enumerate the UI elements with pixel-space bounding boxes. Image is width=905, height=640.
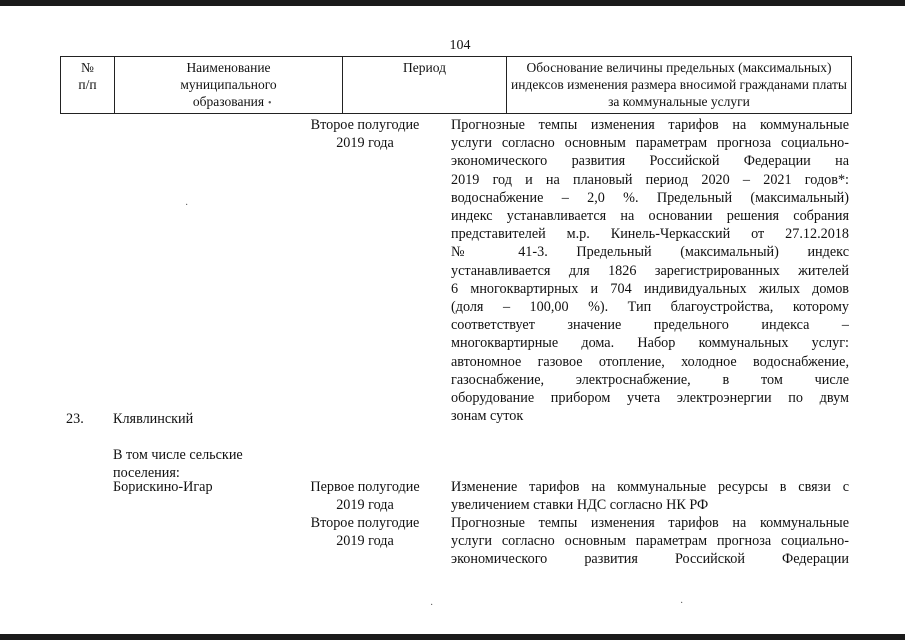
period-cell — [292, 514, 438, 550]
basis-line: водоснабжение – 2,0 %. Предельный (максимальный) — [451, 189, 849, 206]
header-basis-line: индексов изменения размера вносимой гражданами платы — [511, 77, 847, 92]
page-number: 104 — [449, 38, 471, 53]
period-line: 2019 года — [336, 497, 394, 514]
header-basis-line: за коммунальные услуги — [608, 94, 750, 109]
basis-line: № 41-3. Предельный (максимальный) индекс — [451, 244, 849, 261]
basis-cell — [451, 514, 849, 569]
basis-line: 6 многоквартирных и 704 индивидуальных жилых домов — [451, 280, 849, 297]
basis-line: Прогнозные темпы изменения тарифов на коммунальные — [451, 515, 849, 531]
header-period-label: Период — [403, 60, 446, 75]
scan-speck: · — [430, 600, 434, 611]
basis-line: экономического развития Российской Федерации — [451, 551, 849, 568]
subheading-rural-settlements — [113, 446, 293, 482]
top-scan-border — [0, 0, 905, 6]
scan-speck: · — [680, 598, 684, 609]
table-header — [60, 56, 852, 114]
bottom-scan-border — [0, 634, 905, 640]
period-line: Первое полугодие — [310, 479, 420, 495]
period-line: 2019 года — [336, 135, 394, 152]
basis-line: газоснабжение, электроснабжение, в том числе — [451, 371, 849, 388]
basis-line: представителей м.р. Кинель-Черкасский от 27.12.2018 — [451, 226, 849, 243]
header-num-line: п/п — [78, 77, 97, 92]
basis-line: автономное газовое отопление, холодное водоснабжение, — [451, 353, 849, 370]
scan-speck: • — [268, 98, 272, 109]
basis-cell — [451, 478, 849, 514]
period-line: Второе полугодие — [310, 117, 420, 133]
basis-line: 2019 год и на плановый период 2020 – 2021 годов*: — [451, 171, 849, 188]
period-line: 2019 года — [336, 533, 394, 550]
subheading-line: поселения: — [113, 465, 180, 482]
header-basis-line: Обоснование величины предельных (максимальных) — [526, 60, 832, 75]
municipality-name: Клявлинский — [113, 411, 194, 427]
header-num-line: № — [81, 60, 94, 75]
period-line: Второе полугодие — [310, 515, 420, 531]
basis-line: оборудование прибором учета электроэнергии по двум — [451, 390, 849, 407]
header-name-line: муниципального — [180, 77, 277, 92]
basis-cell — [451, 116, 849, 425]
period-cell — [292, 116, 438, 152]
header-name-cell — [115, 57, 343, 113]
basis-line: индекс устанавливается на основании решения собрания — [451, 208, 849, 225]
basis-line: Прогнозные темпы изменения тарифов на коммунальные — [451, 117, 849, 133]
header-name-line: образования — [192, 94, 265, 109]
basis-line: зонам суток — [451, 408, 524, 425]
basis-line: многоквартирные дома. Набор коммунальных услуг: — [451, 335, 849, 352]
header-name-line: Наименование — [186, 60, 271, 75]
basis-line: услуги согласно основным параметрам прогноза социально- — [451, 533, 849, 550]
basis-line: соответствует значение предельного индекса – — [451, 317, 849, 334]
header-basis-cell — [507, 57, 852, 113]
header-period-cell — [343, 57, 507, 113]
scan-speck: · — [185, 200, 189, 211]
header-num-cell — [61, 57, 115, 113]
basis-line: услуги согласно основным параметрам прогноза социально- — [451, 135, 849, 152]
settlement-name: Борискино-Игар — [113, 479, 213, 495]
subheading-line: В том числе сельские — [113, 447, 243, 463]
basis-line: Изменение тарифов на коммунальные ресурсы в связи с — [451, 479, 849, 495]
basis-line: экономического развития Российской Федерации на — [451, 153, 849, 170]
basis-line: (доля – 100,00 %). Тип благоустройства, которому — [451, 299, 849, 316]
period-cell — [292, 478, 438, 514]
row-number: 23. — [66, 411, 84, 427]
basis-line: увеличением ставки НДС согласно НК РФ — [451, 497, 709, 514]
basis-line: устанавливается для 1826 зарегистрированных жителей — [451, 262, 849, 279]
